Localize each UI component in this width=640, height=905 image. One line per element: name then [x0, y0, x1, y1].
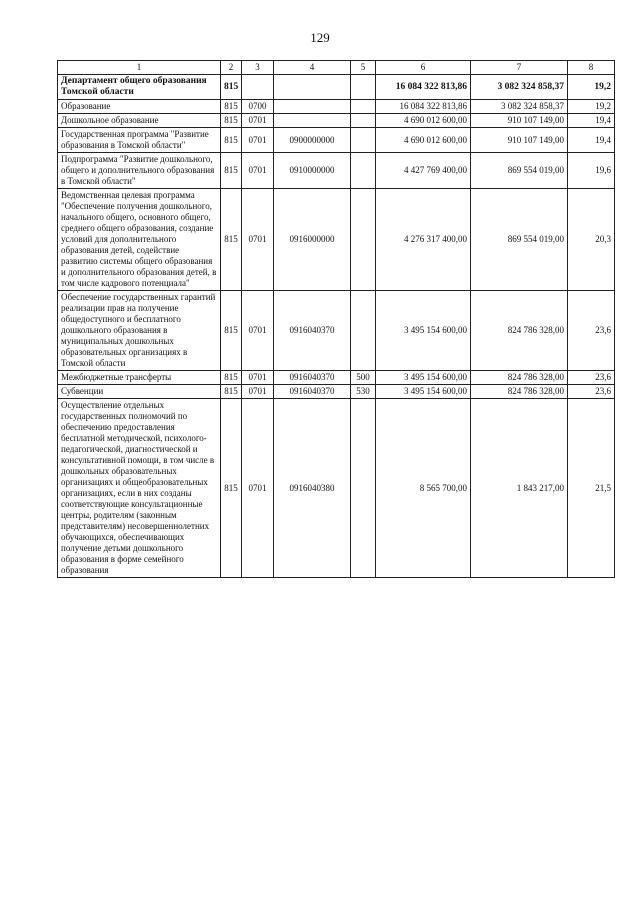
execution-percent: 23,6: [568, 385, 615, 399]
target-article-code: 0916000000: [274, 189, 351, 291]
column-number: 2: [221, 61, 242, 75]
chapter-code: 815: [221, 153, 242, 189]
chapter-code: 815: [221, 291, 242, 371]
expense-type-code: [351, 100, 376, 114]
section-code: [242, 75, 274, 100]
expense-type-code: [351, 153, 376, 189]
section-code: 0701: [242, 399, 274, 578]
approved-amount: 8 565 700,00: [376, 399, 471, 578]
expense-type-code: [351, 399, 376, 578]
row-name: Образование: [58, 100, 221, 114]
execution-percent: 19,2: [568, 100, 615, 114]
section-code: 0701: [242, 189, 274, 291]
target-article-code: [274, 75, 351, 100]
expense-type-code: 530: [351, 385, 376, 399]
column-number: 7: [471, 61, 568, 75]
table-row: [58, 385, 615, 399]
executed-amount: 3 082 324 858,37: [471, 100, 568, 114]
approved-amount: 16 084 322 813,86: [376, 75, 471, 100]
table-row: [58, 153, 615, 189]
expense-type-code: [351, 75, 376, 100]
table-row: [58, 189, 615, 291]
target-article-code: 0916040370: [274, 291, 351, 371]
target-article-code: 0900000000: [274, 128, 351, 153]
execution-percent: 20,3: [568, 189, 615, 291]
approved-amount: 3 495 154 600,00: [376, 291, 471, 371]
table-row: [58, 399, 615, 578]
row-name: Обеспечение государственных гарантий реализации прав на получение общедоступного и бесплатного дошкольного образования в муниципальных дошкольных образовательных организациях в Томской области: [58, 291, 221, 371]
expense-type-code: [351, 291, 376, 371]
executed-amount: 869 554 019,00: [471, 189, 568, 291]
target-article-code: 0916040370: [274, 371, 351, 385]
row-name: Субвенции: [58, 385, 221, 399]
approved-amount: 4 427 769 400,00: [376, 153, 471, 189]
row-name: Дошкольное образование: [58, 114, 221, 128]
section-code: 0701: [242, 385, 274, 399]
chapter-code: 815: [221, 385, 242, 399]
execution-percent: 19,4: [568, 114, 615, 128]
table-row: [58, 291, 615, 371]
chapter-code: 815: [221, 75, 242, 100]
table-row: [58, 371, 615, 385]
section-code: 0701: [242, 153, 274, 189]
table-row: [58, 128, 615, 153]
table-row: [58, 100, 615, 114]
approved-amount: 3 495 154 600,00: [376, 371, 471, 385]
section-code: 0701: [242, 128, 274, 153]
section-code: 0701: [242, 371, 274, 385]
column-number: 6: [376, 61, 471, 75]
expense-type-code: [351, 114, 376, 128]
executed-amount: 3 082 324 858,37: [471, 75, 568, 100]
row-name: Департамент общего образования Томской области: [58, 75, 221, 100]
column-number: 3: [242, 61, 274, 75]
column-number: 8: [568, 61, 615, 75]
chapter-code: 815: [221, 399, 242, 578]
execution-percent: 19,2: [568, 75, 615, 100]
expense-type-code: [351, 189, 376, 291]
target-article-code: [274, 114, 351, 128]
chapter-code: 815: [221, 128, 242, 153]
executed-amount: 910 107 149,00: [471, 114, 568, 128]
table-row: [58, 75, 615, 100]
expense-type-code: 500: [351, 371, 376, 385]
executed-amount: 1 843 217,00: [471, 399, 568, 578]
target-article-code: [274, 100, 351, 114]
executed-amount: 824 786 328,00: [471, 385, 568, 399]
row-name: Межбюджетные трансферты: [58, 371, 221, 385]
executed-amount: 910 107 149,00: [471, 128, 568, 153]
executed-amount: 869 554 019,00: [471, 153, 568, 189]
target-article-code: 0916040370: [274, 385, 351, 399]
target-article-code: 0910000000: [274, 153, 351, 189]
budget-table: [57, 60, 615, 578]
column-number: 4: [274, 61, 351, 75]
table-row: [58, 114, 615, 128]
executed-amount: 824 786 328,00: [471, 371, 568, 385]
chapter-code: 815: [221, 114, 242, 128]
section-code: 0701: [242, 291, 274, 371]
execution-percent: 23,6: [568, 371, 615, 385]
row-name: Подпрограмма "Развитие дошкольного, общего и дополнительного образования в Томской области": [58, 153, 221, 189]
column-number: 1: [58, 61, 221, 75]
approved-amount: 3 495 154 600,00: [376, 385, 471, 399]
row-name: Ведомственная целевая программа "Обеспечение получения дошкольного, начального общего, основного общего, среднего общего образования, создание условий для дополнительного образования детей, содействие развитию системы общего образования и дополнительного образования детей, в том числе кадрового потенциала": [58, 189, 221, 291]
approved-amount: 4 690 012 600,00: [376, 114, 471, 128]
approved-amount: 4 690 012 600,00: [376, 128, 471, 153]
chapter-code: 815: [221, 100, 242, 114]
target-article-code: 0916040380: [274, 399, 351, 578]
expense-type-code: [351, 128, 376, 153]
section-code: 0700: [242, 100, 274, 114]
row-name: Осуществление отдельных государственных полномочий по обеспечению предоставления бесплатной методической, психолого-педагогической, диагностической и консультативной помощи, в том числе в дошкольных образовательных организациях и общеобразовательных организациях, если в них созданы соответствующие консультационные центры, родителям (законным представителям) несовершеннолетних обучающихся, обеспечивающих получение детьми дошкольного образования в форме семейного образования: [58, 399, 221, 578]
approved-amount: 4 276 317 400,00: [376, 189, 471, 291]
row-name: Государственная программа "Развитие образования в Томской области": [58, 128, 221, 153]
column-number-row: [58, 61, 615, 75]
chapter-code: 815: [221, 371, 242, 385]
chapter-code: 815: [221, 189, 242, 291]
execution-percent: 19,4: [568, 128, 615, 153]
approved-amount: 16 084 322 813,86: [376, 100, 471, 114]
column-number: 5: [351, 61, 376, 75]
execution-percent: 23,6: [568, 291, 615, 371]
execution-percent: 21,5: [568, 399, 615, 578]
page-number: 129: [310, 30, 330, 45]
executed-amount: 824 786 328,00: [471, 291, 568, 371]
section-code: 0701: [242, 114, 274, 128]
execution-percent: 19,6: [568, 153, 615, 189]
